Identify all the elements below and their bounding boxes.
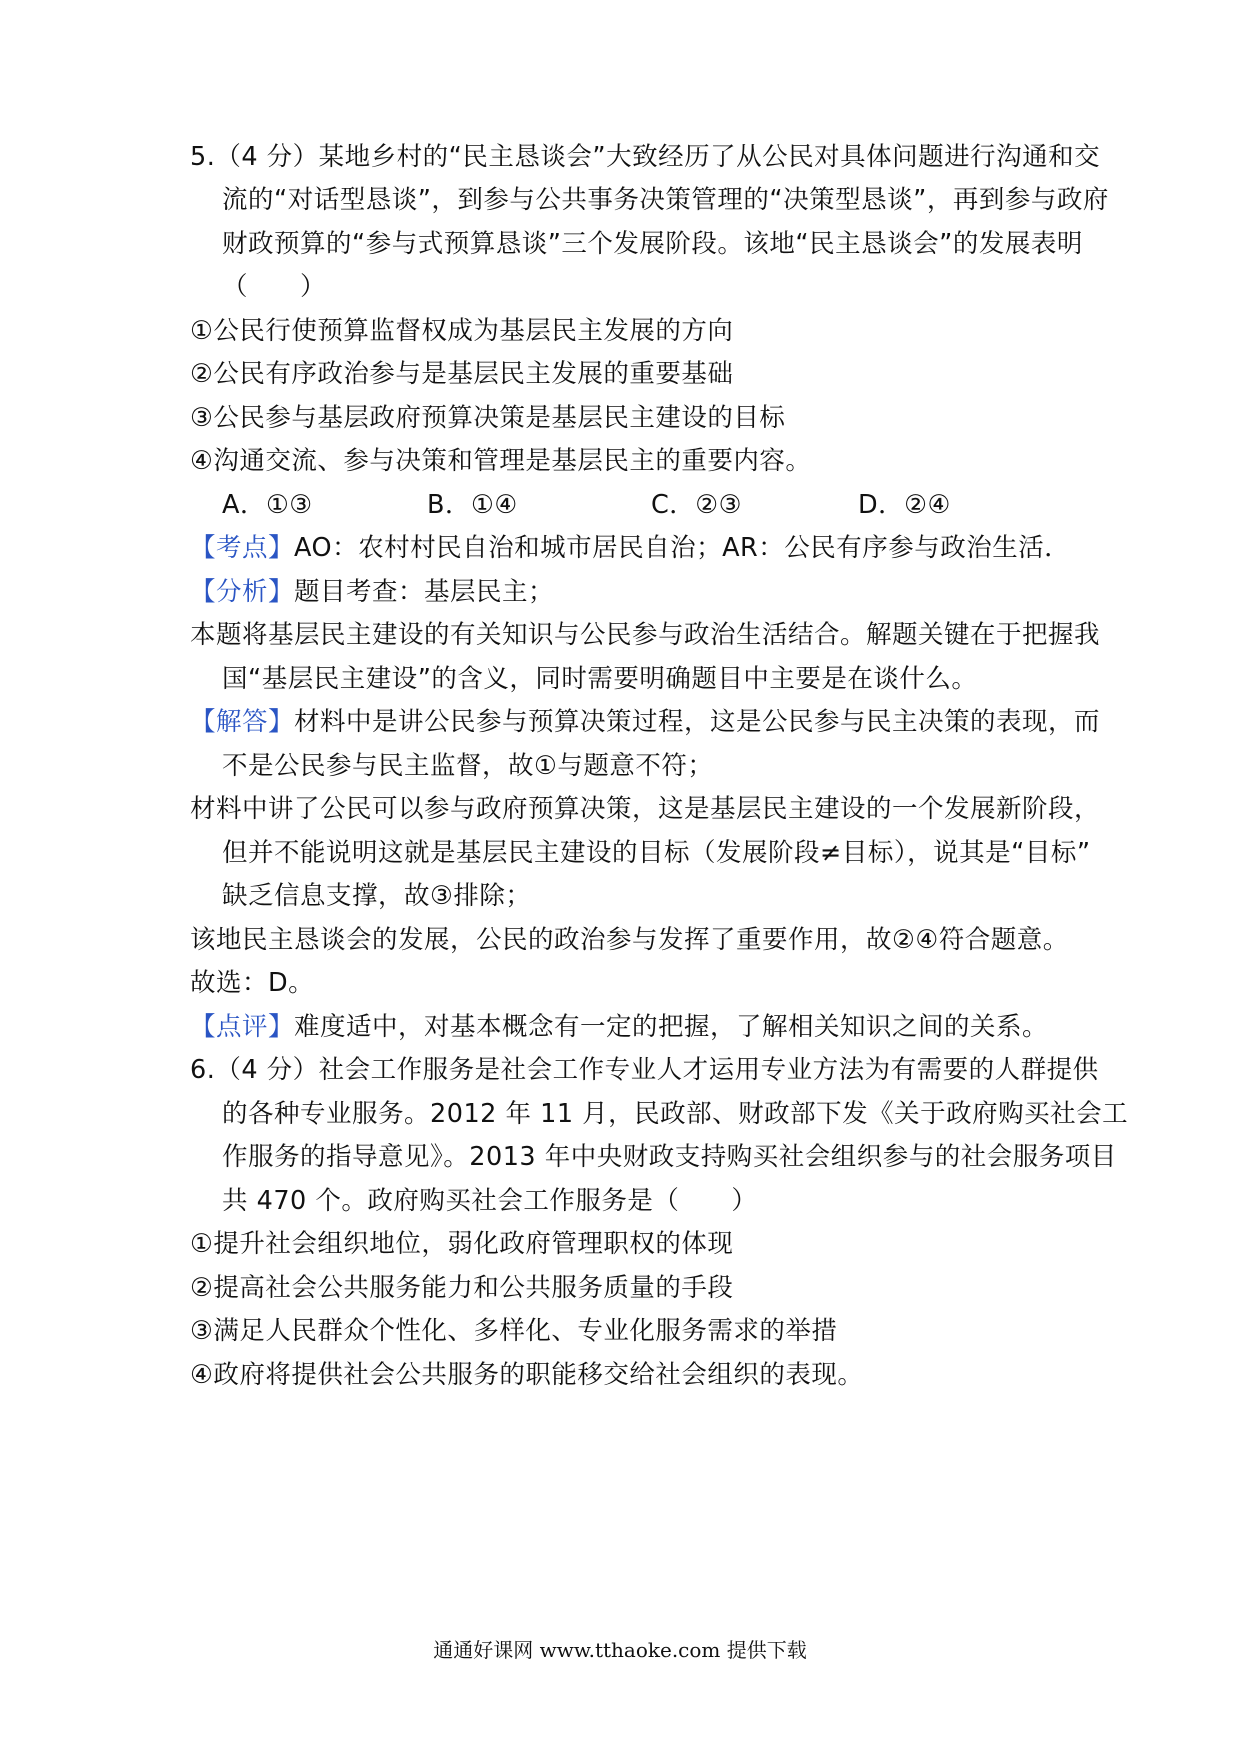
q6-stem-line-1: 6.（4 分）社会工作服务是社会工作专业人才运用专业方法为有需要的人群提供 [190,1055,1099,1085]
q5-statement-2: ②公民有序政治参与是基层民主发展的重要基础 [190,359,734,389]
q5-fenxi-line-3: 国“基层民主建设”的含义，同时需要明确题目中主要是在谈什么。 [222,664,978,694]
page-footer: 通通好课网 www.tthaoke.com 提供下载 [433,1638,807,1662]
jieda-text-1: 材料中是讲公民参与预算决策过程，这是公民参与民主决策的表现，而 [294,707,1101,737]
kaodian-tag: 【考点】 [190,533,295,563]
q5-dianping [190,1010,1048,1044]
q6-stem-line-2: 的各种专业服务。2012 年 11 月，民政部、财政部下发《关于政府购买社会工 [222,1099,1129,1129]
q6-statement-2: ②提高社会公共服务能力和公共服务质量的手段 [190,1273,734,1303]
dianping-tag: 【点评】 [190,1012,295,1042]
q6-statement-1: ①提升社会组织地位，弱化政府管理职权的体现 [190,1229,734,1259]
q5-jieda [190,705,1100,739]
q5-fenxi [190,575,554,609]
q5-option-c: C．②③ [651,490,743,520]
q5-statement-3: ③公民参与基层政府预算决策是基层民主建设的目标 [190,403,786,433]
q5-jieda-line-5: 缺乏信息支撑，故③排除； [222,881,532,911]
q5-fenxi-line-2: 本题将基层民主建设的有关知识与公民参与政治生活结合。解题关键在于把握我 [190,620,1101,650]
q5-jieda-line-2: 不是公民参与民主监督，故①与题意不符； [222,751,714,781]
kaodian-text: AO：农村村民自治和城市居民自治；AR：公民有序参与政治生活． [294,533,1071,563]
q5-stem-line-4: （ ） [222,272,327,302]
q5-option-a: A．①③ [222,490,313,520]
q5-jieda-line-4: 但并不能说明这就是基层民主建设的目标（发展阶段≠目标），说其是“目标” [222,838,1091,868]
q5-option-b: B．①④ [427,490,518,520]
q6-stem-line-4: 共 470 个。政府购买社会工作服务是（ ） [222,1186,758,1216]
jieda-tag: 【解答】 [190,707,295,737]
q5-stem-line-1: 5.（4 分）某地乡村的“民主恳谈会”大致经历了从公民对具体问题进行沟通和交 [190,142,1101,172]
q5-kaodian [190,531,1070,565]
q5-jieda-line-3: 材料中讲了公民可以参与政府预算决策，这是基层民主建设的一个发展新阶段， [190,794,1101,824]
q5-stem-line-2: 流的“对话型恳谈”，到参与公共事务决策管理的“决策型恳谈”，再到参与政府 [222,185,1109,215]
fenxi-tag: 【分析】 [190,577,295,607]
q5-statement-4: ④沟通交流、参与决策和管理是基层民主的重要内容。 [190,446,812,476]
q6-stem-line-3: 作服务的指导意见》。2013 年中央财政支持购买社会组织参与的社会服务项目 [222,1142,1117,1172]
dianping-text: 难度适中，对基本概念有一定的把握，了解相关知识之间的关系。 [294,1012,1049,1042]
q6-statement-4: ④政府将提供社会公共服务的职能移交给社会组织的表现。 [190,1360,864,1390]
q5-jieda-line-6: 该地民主恳谈会的发展，公民的政治参与发挥了重要作用，故②④符合题意。 [190,925,1069,955]
q6-statement-3: ③满足人民群众个性化、多样化、专业化服务需求的举措 [190,1316,838,1346]
q5-statement-1: ①公民行使预算监督权成为基层民主发展的方向 [190,316,734,346]
q5-jieda-line-7: 故选：D。 [190,968,315,998]
fenxi-text: 题目考查：基层民主； [294,577,555,607]
q5-stem-line-3: 财政预算的“参与式预算恳谈”三个发展阶段。该地“民主恳谈会”的发展表明 [222,229,1083,259]
q5-option-d: D．②④ [858,490,951,520]
